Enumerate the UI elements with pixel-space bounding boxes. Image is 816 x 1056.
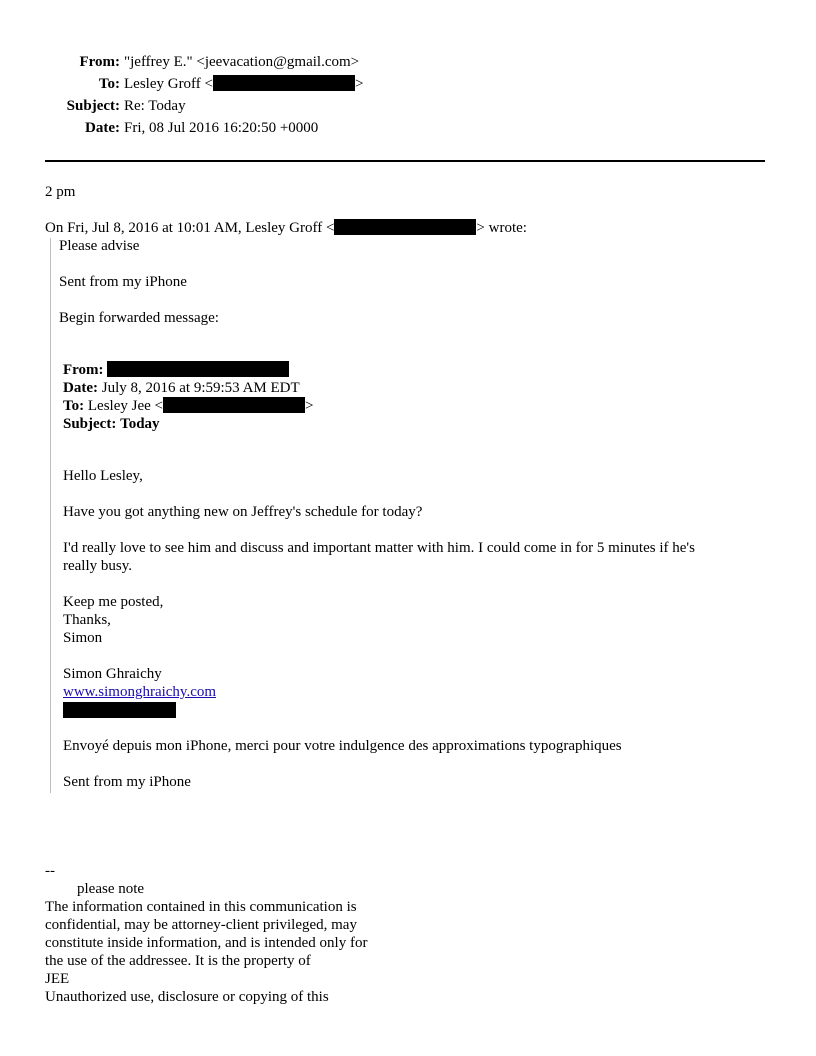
disclaimer-line: Unauthorized use, disclosure or copying of this (45, 989, 329, 1005)
sent-from-iphone: Sent from my iPhone (59, 274, 187, 290)
to-value-suffix: > (355, 76, 364, 92)
header-date-row (45, 119, 363, 141)
redaction-block (63, 702, 176, 718)
disclaimer-line: confidential, may be attorney-client privileged, may (45, 917, 357, 933)
fwd-to-label: To: (63, 398, 85, 414)
quote-intro-prefix: On Fri, Jul 8, 2016 at 10:01 AM, Lesley Groff < (45, 220, 335, 236)
begin-forwarded: Begin forwarded message: (59, 310, 219, 326)
forwarded-to (63, 397, 313, 415)
signoff: Simon (63, 630, 103, 646)
redaction-block (107, 361, 289, 377)
quote-intro-suffix: > wrote: (476, 220, 527, 236)
email-header (45, 53, 363, 141)
fwd-from-label: From: (63, 362, 104, 378)
to-value (124, 75, 363, 97)
forwarded-date (63, 379, 300, 397)
from-value: "jeffrey E." <jeevacation@gmail.com> (124, 54, 360, 70)
signature-link[interactable]: www.simonghraichy.com (63, 684, 217, 700)
disclaimer-line: JEE (45, 971, 70, 987)
disclaimer-line: The information contained in this communication is (45, 899, 357, 915)
to-label: To: (98, 76, 120, 92)
header-subject-row (45, 97, 363, 119)
sent-from-iphone: Sent from my iPhone (63, 774, 191, 790)
date-label: Date: (85, 120, 120, 136)
signature-link-row (63, 683, 216, 701)
body-line: really busy. (63, 558, 133, 574)
redaction-block (213, 75, 355, 91)
subject-value: Re: Today (124, 98, 186, 114)
fwd-subject-label: Subject: (63, 416, 117, 432)
fwd-date-value: July 8, 2016 at 9:59:53 AM EDT (101, 380, 300, 396)
forwarded-from (63, 361, 289, 379)
header-to-row (45, 75, 363, 97)
quote-intro (45, 219, 527, 237)
please-advise: Please advise (59, 238, 140, 254)
forwarded-subject (63, 415, 160, 433)
disclaimer-line: the use of the addressee. It is the property of (45, 953, 311, 969)
greeting: Hello Lesley, (63, 468, 143, 484)
signature-name: Simon Ghraichy (63, 666, 162, 682)
fwd-to-suffix: > (304, 398, 314, 414)
french-footer: Envoyé depuis mon iPhone, merci pour votre indulgence des approximations typographiques (63, 738, 622, 754)
reply-text: 2 pm (45, 184, 76, 200)
fwd-date-label: Date: (63, 380, 98, 396)
subject-label: Subject: (66, 98, 120, 114)
redaction-block (163, 397, 305, 413)
from-label: From: (79, 54, 120, 70)
signature-redaction (63, 702, 176, 720)
redaction-block (334, 219, 476, 235)
body-line: I'd really love to see him and discuss and important matter with him. I could come in for 5 minutes if he's (63, 540, 695, 556)
signature-dashes: -- (45, 863, 55, 879)
fwd-to-prefix: Lesley Jee < (87, 398, 163, 414)
body-line: Have you got anything new on Jeffrey's schedule for today? (63, 504, 423, 520)
header-from-row (45, 53, 363, 75)
signoff: Keep me posted, (63, 594, 164, 610)
signoff: Thanks, (63, 612, 111, 628)
date-value: Fri, 08 Jul 2016 16:20:50 +0000 (124, 120, 319, 136)
header-divider (45, 160, 765, 162)
fwd-subject-value: Today (120, 416, 160, 432)
to-value-prefix: Lesley Groff < (124, 76, 213, 92)
disclaimer-line: constitute inside information, and is intended only for (45, 935, 368, 951)
please-note: please note (77, 881, 145, 897)
